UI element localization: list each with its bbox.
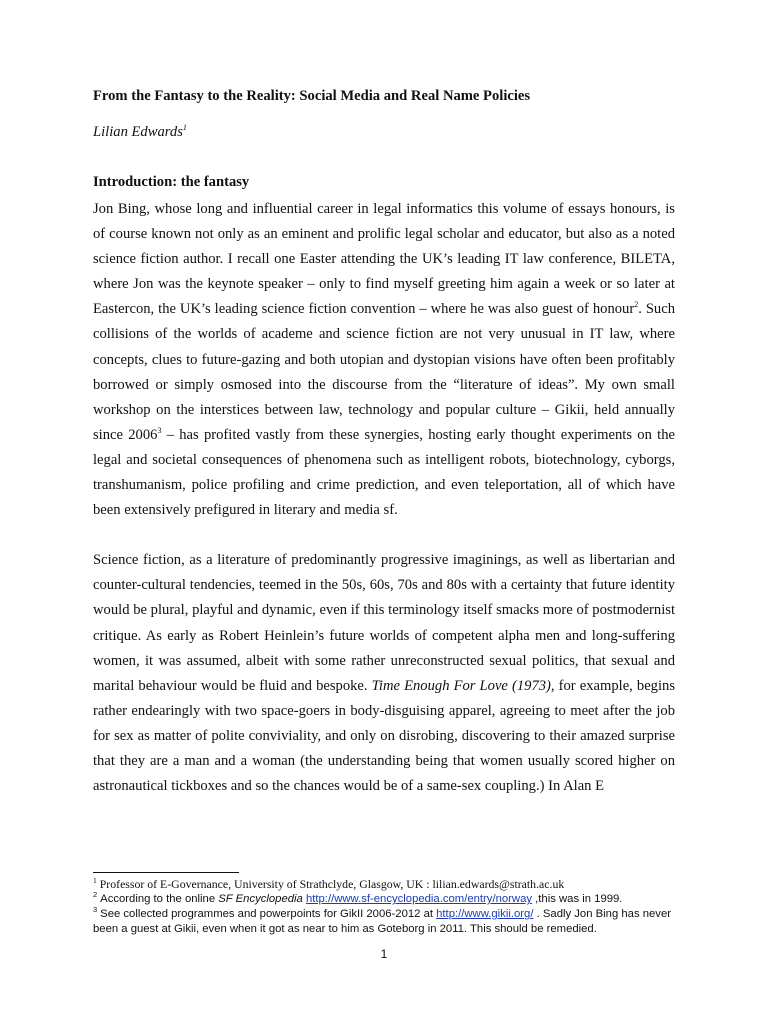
- footnote-text: See collected programmes and powerpoints for GikII 2006-2012 at: [100, 908, 437, 920]
- paragraph-1-text-c: – has profited vastly from these synergies, hosting early thought experiments on the legal and societal consequences of phenomena such as intelligent robots, biotechnology, cyborgs, transhumanism, police profiling and crime prediction, and even teleportation, all of which have been extensively prefigured in literary and media sf.: [93, 426, 675, 519]
- footnote-text: According to the online: [100, 893, 219, 905]
- footnote-text: . Sadly Jon Bing has never been a guest at Gikii, even when it got as near to him as Goteborg in 2011. This should be remedied.: [93, 908, 671, 935]
- paragraph-2-text-a: Science fiction, as a literature of predominantly progressive imaginings, as well as libertarian and counter-cultural tendencies, teemed in the 50s, 60s, 70s and 80s with a certainty that future identity would be plural, playful and dynamic, even if this terminology itself smacks more of postmodernist critique. As early as Robert Heinlein’s future worlds of competent alpha men and long-suffering women, it was assumed, albeit with some rather unreconstructed sexual politics, that sexual and marital behaviour would be fluid and bespoke.: [93, 552, 675, 694]
- paragraph-1: [93, 197, 675, 523]
- document-title: From the Fantasy to the Reality: Social Media and Real Name Policies: [93, 88, 531, 104]
- footnote-2: [93, 892, 675, 907]
- footnote-text: ,this was in 1999.: [532, 893, 623, 905]
- author-name: Lilian Edwards: [93, 124, 183, 140]
- footnotes: [93, 877, 675, 937]
- book-title: Time Enough For Love (1973): [371, 677, 551, 694]
- footnote-1: [93, 877, 675, 892]
- sf-encyclopedia-link[interactable]: http://www.sf-encyclopedia.com/entry/norway: [305, 893, 533, 905]
- footnote-divider: [93, 872, 239, 873]
- footnote-3: [93, 907, 675, 937]
- paragraph-2-text-b: , for example, begins rather endearingly with two space-goers in body-disguising apparel, agreeing to meet after the job for sex as matter of polite conviviality, and only on disrobing, discovering to their amazed surprise that they are a man and a woman (the understanding being that women usually scored higher on astronautical tickboxes and so the chances would be of a same-sex coupling.) In Alan E: [93, 677, 675, 795]
- section-heading: Introduction: the fantasy: [93, 174, 250, 190]
- main-content: [93, 86, 675, 799]
- gikii-link[interactable]: http://www.gikii.org/: [436, 908, 534, 920]
- footnote-ref-2[interactable]: 2: [634, 300, 639, 310]
- footnote-number: 3: [93, 905, 98, 915]
- footnote-number: 1: [93, 876, 97, 886]
- footnote-ref-3[interactable]: 3: [157, 425, 162, 435]
- footnote-number: 2: [93, 890, 98, 900]
- author-line: [93, 122, 675, 142]
- paragraph-2: [93, 548, 675, 799]
- paragraph-1-text-a: Jon Bing, whose long and influential career in legal informatics this volume of essays honours, is of course known not only as an eminent and prolific legal scholar and educator, but also as a noted science fiction author. I recall one Easter attending the UK’s leading IT law conference, BILETA, where Jon was the keynote speaker – only to find myself greeting him again a week or so later at Eastercon, the UK’s leading science fiction convention – where he was also guest of honour: [93, 201, 675, 318]
- footnote-ref-1[interactable]: 1: [182, 123, 187, 133]
- page-number: 1: [380, 947, 388, 961]
- footnote-text: Professor of E-Governance, University of Strathclyde, Glasgow, UK : lilian.edwards@strath.ac.uk: [99, 877, 565, 891]
- footnote-italic: SF Encyclopedia: [218, 893, 303, 905]
- paragraph-1-text-b: . Such collisions of the worlds of academe and science fiction are not very unusual in IT law, where concepts, clues to future-gazing and both utopian and dystopian visions have often been profitably borrowed or simply osmosed into the discourse from the “literature of ideas”. My own small workshop on the interstices between law, technology and popular culture – Gikii, held annually since 2006: [93, 301, 676, 443]
